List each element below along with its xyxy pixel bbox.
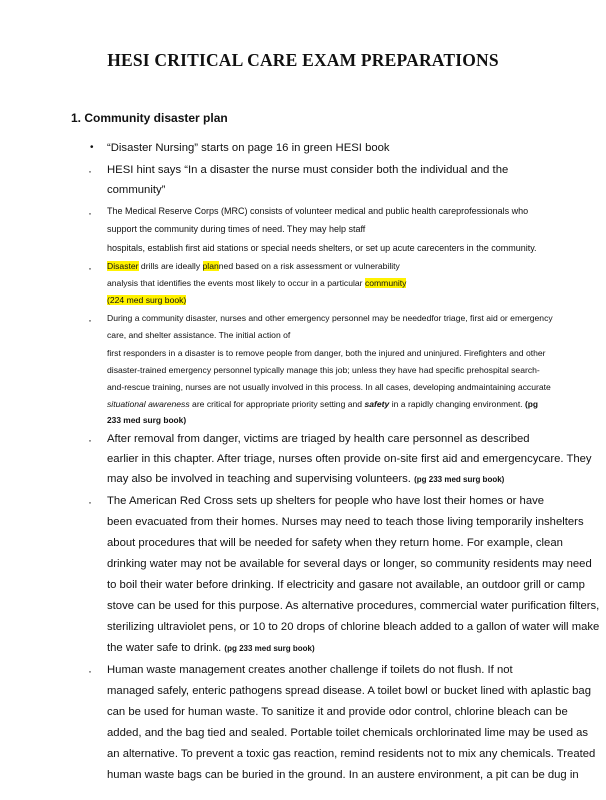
page-reference: 233 med surg book)	[107, 415, 187, 425]
bullet-marker: ·	[88, 664, 92, 678]
list-item-line	[107, 473, 504, 485]
list-item-line: community”	[107, 184, 166, 196]
bullet-marker: •	[90, 142, 94, 153]
bullet-marker: ·	[88, 206, 92, 220]
list-item-line: managed safely, enteric pathogens spread disease. A toilet bowl or bucket lined with aplastic bag	[107, 685, 591, 697]
list-item-line	[107, 295, 186, 305]
list-item-line: about procedures that will be needed for safety when they return home. For example, clean	[107, 537, 563, 549]
list-item-line: During a community disaster, nurses and other emergency personnel may be neededfor triage, first aid or emergency	[107, 313, 553, 323]
list-item-line: added, and the bag tied and sealed. Portable toilet chemicals orchlorinated lime may be used as	[107, 727, 589, 739]
list-item-line: human waste bags can be buried in the ground. In an austere environment, a pit can be dug in	[107, 769, 579, 781]
bold-italic-text: safety	[364, 399, 390, 409]
text-span: the water safe to drink.	[107, 642, 225, 654]
page-reference: (pg 233 med surg book)	[414, 475, 505, 484]
bullet-marker: ·	[88, 313, 92, 327]
list-item-line	[107, 399, 538, 409]
list-item-line: sterilizing ultraviolet pens, or 10 to 20 drops of chlorine bleach added to a gallon of water will make	[107, 621, 600, 633]
section-heading: 1. Community disaster plan	[71, 111, 228, 125]
list-item-line: first responders in a disaster is to remove people from danger, both the injured and uninjured. Firefighters and other	[107, 348, 546, 358]
list-item-line: can be used for human waste. To sanitize it and provide odor control, chlorine bleach can be	[107, 706, 568, 718]
list-item-line: been evacuated from their homes. Nurses may need to teach those living temporarily inshelters	[107, 516, 584, 528]
list-item-line	[107, 261, 400, 271]
list-item-line: stove can be used for this purpose. As alternative procedures, commercial water purification filters,	[107, 600, 600, 612]
list-item-line: The Medical Reserve Corps (MRC) consists of volunteer medical and public health careprofessionals who	[107, 206, 529, 216]
list-item-line: Human waste management creates another challenge if toilets do not flush. If not	[107, 664, 513, 676]
text-span: in a rapidly changing environment.	[389, 399, 525, 409]
list-item-line	[107, 642, 315, 654]
italic-text: situational awareness	[107, 399, 190, 409]
bullet-marker: ·	[88, 164, 92, 178]
list-item-line: earlier in this chapter. After triage, nurses often provide on-site first aid and emergencycare. They	[107, 453, 592, 465]
list-item-line	[107, 278, 406, 288]
list-item-line: care, and shelter assistance. The initial action of	[107, 330, 291, 340]
text-span: drills are ideally	[138, 261, 203, 271]
list-item-line: drinking water may not be available for several days or longer, so community residents may need	[107, 558, 592, 570]
list-item-line: support the community during times of need. They may help staff	[107, 224, 366, 234]
document-title: HESI CRITICAL CARE EXAM PREPARATIONS	[107, 50, 499, 70]
list-item-line: an alternative. To prevent a toxic gas reaction, remind residents not to mix any chemicals. Treated	[107, 748, 596, 760]
list-item-line: The American Red Cross sets up shelters for people who have lost their homes or have	[107, 495, 545, 507]
list-item-line	[107, 415, 186, 425]
bullet-marker: ·	[88, 495, 92, 509]
text-span: ned based on a risk assessment or vulnerability	[218, 261, 400, 271]
list-item-line: to boil their water before drinking. If electricity and gasare not available, an outdoor grill or camp	[107, 579, 585, 591]
list-item-line: “Disaster Nursing” starts on page 16 in green HESI book	[107, 142, 390, 154]
list-item-line: HESI hint says “In a disaster the nurse must consider both the individual and the	[107, 164, 509, 176]
text-span: analysis that identifies the events most likely to occur in a particular	[107, 278, 365, 288]
highlighted-text: (224 med surg book)	[107, 295, 187, 305]
list-item-line: disaster-trained emergency personnel typically manage this job; unless they have had specific prehospital search-	[107, 365, 540, 375]
highlighted-text: plan	[202, 261, 219, 271]
highlighted-text: Disaster	[107, 261, 139, 271]
list-item-line: After removal from danger, victims are triaged by health care personnel as described	[107, 433, 530, 445]
page-reference: (pg 233 med surg book)	[224, 644, 315, 653]
bullet-marker: ·	[88, 261, 92, 275]
bullet-marker: ·	[88, 433, 92, 447]
text-span: may also be involved in teaching and supervising volunteers.	[107, 473, 415, 485]
text-span: are critical for appropriate priority setting and	[189, 399, 365, 409]
highlighted-text: community	[364, 278, 407, 288]
list-item-line: hospitals, establish first aid stations or special needs shelters, or set up acute carecenters in the community.	[107, 243, 537, 253]
list-item-line: and-rescue training, nurses are not usually involved in this process. In all cases, developing andmaintaining accurate	[107, 382, 551, 392]
page-reference: (pg	[525, 399, 539, 409]
